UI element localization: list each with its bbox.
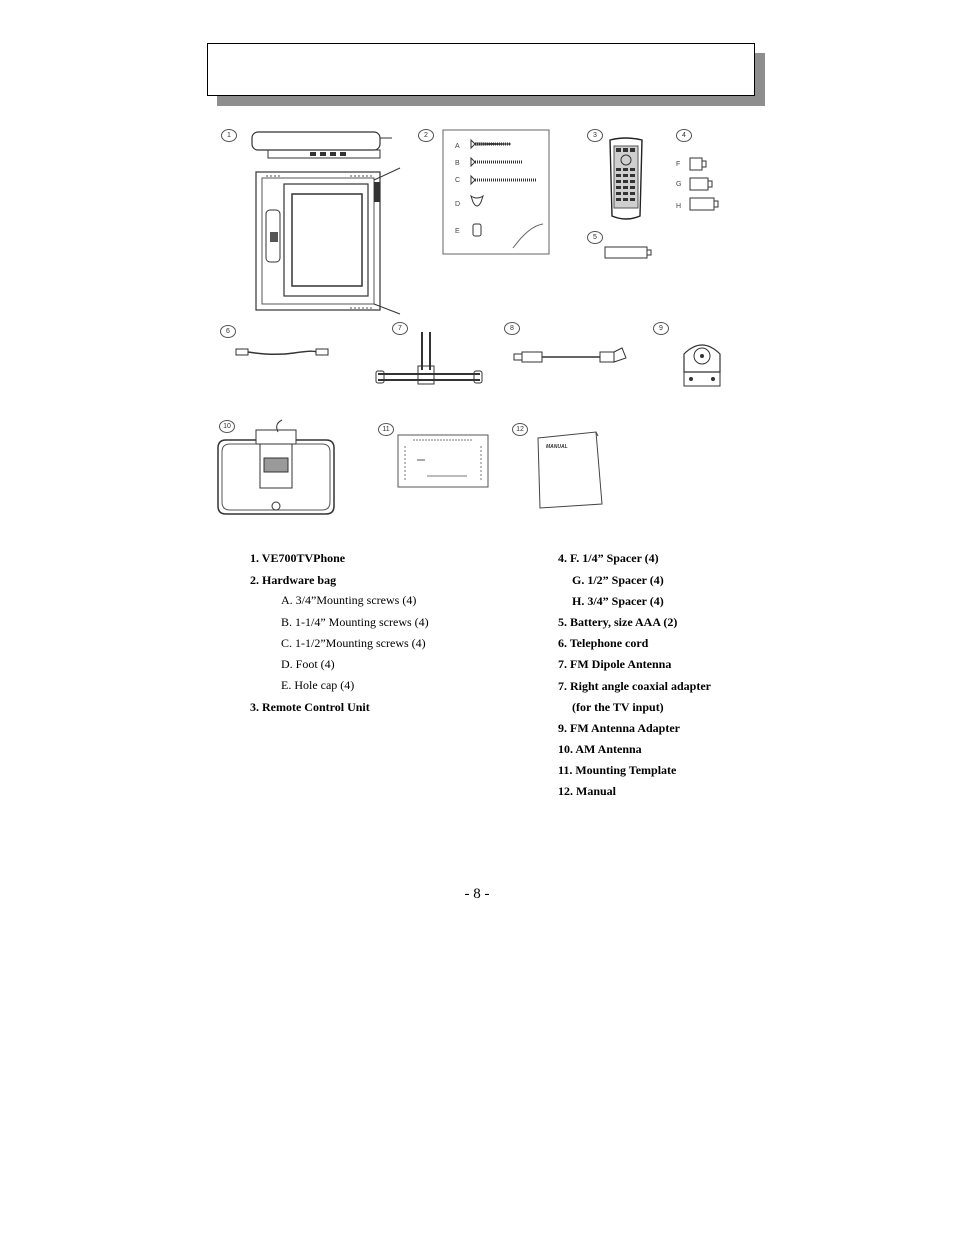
list-item: B. 1-1/4” Mounting screws (4) <box>281 615 429 629</box>
list-item: (for the TV input) <box>572 700 664 714</box>
figure-number-8: 8 <box>504 322 520 335</box>
figure-number-5: 5 <box>587 231 603 244</box>
list-item: D. Foot (4) <box>281 657 335 671</box>
figure-am-antenna <box>216 418 336 518</box>
figure-number-7: 7 <box>392 322 408 335</box>
list-item: 6. Telephone cord <box>558 636 649 650</box>
figure-tv-unit <box>250 128 410 318</box>
figure-number-4: 4 <box>676 129 692 142</box>
figure-battery <box>604 246 654 260</box>
figure-fm-antenna-adapter <box>680 340 724 390</box>
screw-letter: B <box>455 160 460 167</box>
list-item: 7. FM Dipole Antenna <box>558 657 672 671</box>
figure-mounting-template <box>397 434 491 490</box>
figure-coaxial-adapter <box>512 344 632 368</box>
screw-letter: D <box>455 201 461 208</box>
spacer-letter: H <box>676 203 682 210</box>
figure-manual <box>536 430 606 510</box>
figure-remote-control <box>606 138 646 222</box>
figure-number-3: 3 <box>587 129 603 142</box>
title-box <box>207 43 755 96</box>
list-item: 4. F. 1/4” Spacer (4) <box>558 551 659 565</box>
figure-number-12: 12 <box>512 423 528 436</box>
list-item: 3. Remote Control Unit <box>250 700 370 714</box>
list-item: 1. VE700TVPhone <box>250 551 346 565</box>
figure-number-6: 6 <box>220 325 236 338</box>
list-item: 5. Battery, size AAA (2) <box>558 615 678 629</box>
figure-number-11: 11 <box>378 423 394 436</box>
screw-letter: A <box>455 143 460 150</box>
spacer-letter: G <box>676 181 682 188</box>
list-item: 11. Mounting Template <box>558 763 677 777</box>
list-item: 12. Manual <box>558 784 617 798</box>
list-item: 7. Right angle coaxial adapter <box>558 679 711 693</box>
list-item: G. 1/2” Spacer (4) <box>572 573 664 587</box>
figure-telephone-cord <box>234 344 330 360</box>
list-item: C. 1-1/2”Mounting screws (4) <box>281 636 426 650</box>
figure-spacers <box>674 152 726 214</box>
figure-number-2: 2 <box>418 129 434 142</box>
spacer-letter: F <box>676 161 681 168</box>
figure-number-1: 1 <box>221 129 237 142</box>
page-number: - 8 - <box>464 886 490 902</box>
list-item: H. 3/4” Spacer (4) <box>572 594 664 608</box>
list-item: 2. Hardware bag <box>250 573 337 587</box>
list-item: 9. FM Antenna Adapter <box>558 721 681 735</box>
figure-fm-dipole-antenna <box>374 330 484 390</box>
screw-letter: C <box>455 177 461 184</box>
list-item: A. 3/4”Mounting screws (4) <box>281 593 417 607</box>
figure-number-10: 10 <box>219 420 235 433</box>
screw-letter: E <box>455 228 460 235</box>
list-item: E. Hole cap (4) <box>281 678 355 692</box>
list-item: 10. AM Antenna <box>558 742 642 756</box>
manual-cover-label: MANUAL <box>546 444 568 450</box>
figure-hardware-bag <box>443 130 551 256</box>
figure-number-9: 9 <box>653 322 669 335</box>
